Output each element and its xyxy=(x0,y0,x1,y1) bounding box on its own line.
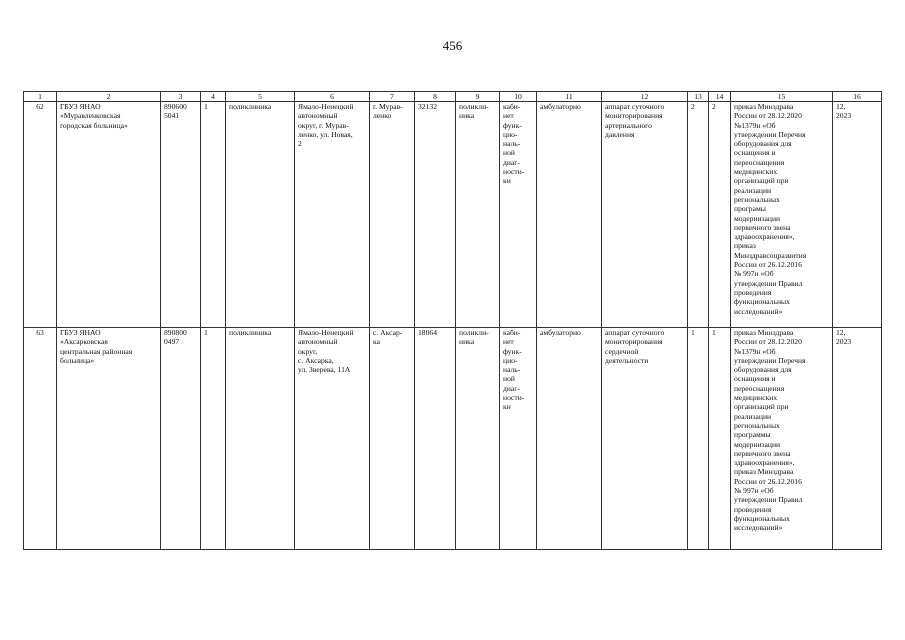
cell-text-line: 0497 xyxy=(164,337,180,347)
column-header: 4 xyxy=(201,92,226,102)
organization-code-cell xyxy=(161,328,201,550)
column-header: 14 xyxy=(709,92,731,102)
cell-text-line: «Муравленковская xyxy=(60,111,121,121)
population-cell xyxy=(415,102,456,328)
cell-text-line: России от 28.12.2020 xyxy=(734,337,802,347)
column-header: 13 xyxy=(688,92,709,102)
cell-text-line: ной xyxy=(503,374,515,384)
cell-text-line: утверждении Правил xyxy=(734,495,803,505)
cell-text-line: ки xyxy=(503,176,511,186)
cell-text-line: артериального xyxy=(605,120,652,130)
col-4-value-cell xyxy=(201,102,226,328)
cell-text-line: 32132 xyxy=(418,102,437,111)
cell-text-line: каби- xyxy=(503,102,521,111)
cell-text-line: реализации xyxy=(734,185,772,195)
cell-text-line: России от 28.12.2020 xyxy=(734,111,802,121)
cell-text-line: 2 xyxy=(712,102,716,111)
column-header: 11 xyxy=(537,92,602,102)
cell-text-line: проведения xyxy=(734,504,772,514)
column-header: 5 xyxy=(226,92,295,102)
cell-text-line: мониторирования xyxy=(605,111,663,121)
cell-text-line: № 997н «Об xyxy=(734,486,774,496)
cell-text-line: модернизации xyxy=(734,439,781,449)
cell-text-line: исследований» xyxy=(734,306,783,316)
cell-text-line: первичного звена xyxy=(734,222,791,232)
cell-text-line: организаций при xyxy=(734,402,789,412)
cell-text-line: реализации xyxy=(734,411,772,421)
cell-text-line: деятельности xyxy=(605,355,649,365)
due-date-cell xyxy=(833,328,882,550)
cell-text-line: №1379н «Об xyxy=(734,120,776,130)
cell-text-line: наль- xyxy=(503,139,521,149)
organization-name-cell xyxy=(57,328,161,550)
legal-basis-cell xyxy=(731,102,833,328)
cell-text-line: 1 xyxy=(712,328,716,337)
cell-text-line: поликлиника xyxy=(229,328,272,337)
cell-text-line: с. Аксарка, xyxy=(298,355,334,365)
quantity-a-cell xyxy=(688,328,709,550)
room-type-cell xyxy=(500,328,537,550)
cell-text-line: 63 xyxy=(36,328,44,337)
cell-text-line: с. Аксар- xyxy=(373,328,403,337)
cell-text-line: автономный xyxy=(298,337,338,347)
cell-text-line: цио- xyxy=(503,129,518,139)
cell-text-line: 890800 xyxy=(164,328,187,337)
due-date-cell xyxy=(833,102,882,328)
cell-text-line: аппарат суточного xyxy=(605,102,665,111)
organization-name-cell xyxy=(57,102,161,328)
cell-text-line: амбулаторно xyxy=(540,102,581,111)
cell-text-line: №1379н «Об xyxy=(734,346,776,356)
cell-text-line: ГБУЗ ЯНАО xyxy=(60,102,101,111)
cell-text-line: приказ xyxy=(734,241,756,251)
column-number-row xyxy=(24,92,882,102)
cell-text-line: 1 xyxy=(204,102,208,111)
cell-text-line: ности- xyxy=(503,393,525,403)
cell-text-line: первичного звена xyxy=(734,448,791,458)
cell-text-line: сердечной xyxy=(605,346,639,356)
cell-text-line: 5041 xyxy=(164,111,180,121)
cell-text-line: утверждении Перечня xyxy=(734,129,806,139)
cell-text-line: региональных xyxy=(734,420,780,430)
cell-text-line: Ямало-Ненецкий xyxy=(298,102,354,111)
cell-text-line: оснащения и xyxy=(734,148,776,158)
cell-text-line: диаг- xyxy=(503,383,520,393)
column-header: 8 xyxy=(415,92,456,102)
unit-type-cell xyxy=(226,328,295,550)
page-number: 456 xyxy=(442,38,463,53)
cell-text-line: 2 xyxy=(298,139,302,149)
cell-text-line: России от 26.12.2016 xyxy=(734,260,802,270)
cell-text-line: 2 xyxy=(691,102,695,111)
department-type-cell xyxy=(456,102,500,328)
cell-text-line: переоснащения xyxy=(734,157,785,167)
quantity-b-cell xyxy=(709,328,731,550)
cell-text-line: организаций при xyxy=(734,176,789,186)
table-row xyxy=(24,328,882,550)
cell-text-line: центральная районная xyxy=(60,346,133,356)
legal-basis-cell xyxy=(731,328,833,550)
cell-text-line: нет xyxy=(503,337,514,347)
column-header: 10 xyxy=(500,92,537,102)
cell-text-line: ности- xyxy=(503,167,525,177)
cell-text-line: ленко xyxy=(373,111,392,121)
cell-text-line: 12, xyxy=(836,328,846,337)
cell-text-line: диаг- xyxy=(503,157,520,167)
cell-text-line: давления xyxy=(605,129,635,139)
cell-text-line: ной xyxy=(503,148,515,158)
cell-text-line: г. Мурав- xyxy=(373,102,403,111)
cell-text-line: медицинских xyxy=(734,167,778,177)
cell-text-line: России от 26.12.2016 xyxy=(734,476,802,486)
cell-text-line: приказ Минздрава xyxy=(734,102,794,111)
column-header: 1 xyxy=(24,92,57,102)
population-cell xyxy=(415,328,456,550)
settlement-cell xyxy=(370,102,415,328)
cell-text-line: функ- xyxy=(503,120,522,130)
cell-text-line: проведения xyxy=(734,287,772,297)
equipment-name-cell xyxy=(602,102,688,328)
table-row xyxy=(24,102,882,328)
cell-text-line: больница» xyxy=(60,355,95,365)
cell-text-line: 890600 xyxy=(164,102,187,111)
equipment-name-cell xyxy=(602,328,688,550)
cell-text-line: ул. Зверева, 11А xyxy=(298,365,351,375)
quantity-a-cell xyxy=(688,102,709,328)
cell-text-line: цио- xyxy=(503,355,518,365)
cell-text-line: округ, г. Мурав- xyxy=(298,120,349,130)
col-4-value-cell xyxy=(201,328,226,550)
unit-type-cell xyxy=(226,102,295,328)
quantity-b-cell xyxy=(709,102,731,328)
cell-text-line: каби- xyxy=(503,328,521,337)
department-type-cell xyxy=(456,328,500,550)
cell-text-line: функциональных xyxy=(734,513,790,523)
cell-text-line: оборудования для xyxy=(734,139,792,149)
cell-text-line: ника xyxy=(459,337,475,347)
cell-text-line: «Аксарковская xyxy=(60,337,108,347)
cell-text-line: ка xyxy=(373,337,380,347)
cell-text-line: приказ Минздрава xyxy=(734,328,794,337)
column-header: 16 xyxy=(833,92,882,102)
cell-text-line: 12, xyxy=(836,102,846,111)
cell-text-line: поликли- xyxy=(459,328,489,337)
cell-text-line: мониторирования xyxy=(605,337,663,347)
cell-text-line: региональных xyxy=(734,194,780,204)
address-cell xyxy=(295,328,370,550)
table-body xyxy=(24,102,882,550)
room-type-cell xyxy=(500,102,537,328)
cell-text-line: нет xyxy=(503,111,514,121)
cell-text-line: ника xyxy=(459,111,475,121)
cell-text-line: оборудования для xyxy=(734,365,792,375)
cell-text-line: исследований» xyxy=(734,523,783,533)
cell-text-line: Ямало-Ненецкий xyxy=(298,328,354,337)
cell-text-line: 1 xyxy=(204,328,208,337)
cell-text-line: оснащения и xyxy=(734,374,776,384)
cell-text-line: поликлиника xyxy=(229,102,272,111)
cell-text-line: утверждении Перечня xyxy=(734,355,806,365)
cell-text-line: утверждении Правил xyxy=(734,278,803,288)
cell-text-line: здравоохранения», xyxy=(734,458,795,468)
cell-text-line: медицинских xyxy=(734,393,778,403)
cell-text-line: 18064 xyxy=(418,328,437,337)
cell-text-line: модернизации xyxy=(734,213,781,223)
equipment-registry-table xyxy=(23,91,882,550)
cell-text-line: ГБУЗ ЯНАО xyxy=(60,328,101,337)
cell-text-line: функ- xyxy=(503,346,522,356)
cell-text-line: переоснащения xyxy=(734,383,785,393)
cell-text-line: програмы xyxy=(734,204,766,214)
column-header: 3 xyxy=(161,92,201,102)
cell-text-line: Минздравсоцразвития xyxy=(734,250,807,260)
column-header: 12 xyxy=(602,92,688,102)
cell-text-line: поликли- xyxy=(459,102,489,111)
column-header: 2 xyxy=(57,92,161,102)
cell-text-line: 1 xyxy=(691,328,695,337)
cell-text-line: 2023 xyxy=(836,111,852,121)
column-header: 6 xyxy=(295,92,370,102)
row-number-cell xyxy=(24,328,57,550)
care-mode-cell xyxy=(537,102,602,328)
cell-text-line: амбулаторно xyxy=(540,328,581,337)
cell-text-line: приказ Минздрава xyxy=(734,467,794,477)
cell-text-line: программы xyxy=(734,430,771,440)
cell-text-line: ленко, ул. Новая, xyxy=(298,129,353,139)
cell-text-line: наль- xyxy=(503,365,521,375)
care-mode-cell xyxy=(537,328,602,550)
address-cell xyxy=(295,102,370,328)
cell-text-line: 62 xyxy=(36,102,44,111)
settlement-cell xyxy=(370,328,415,550)
column-header: 15 xyxy=(731,92,833,102)
column-header: 7 xyxy=(370,92,415,102)
cell-text-line: функциональных xyxy=(734,297,790,307)
cell-text-line: округ, xyxy=(298,346,318,356)
cell-text-line: автономный xyxy=(298,111,338,121)
row-number-cell xyxy=(24,102,57,328)
cell-text-line: аппарат суточного xyxy=(605,328,665,337)
cell-text-line: ки xyxy=(503,402,511,412)
cell-text-line: городская больница» xyxy=(60,120,128,130)
cell-text-line: № 997н «Об xyxy=(734,269,774,279)
organization-code-cell xyxy=(161,102,201,328)
cell-text-line: здравоохранения», xyxy=(734,232,795,242)
cell-text-line: 2023 xyxy=(836,337,852,347)
column-header: 9 xyxy=(456,92,500,102)
